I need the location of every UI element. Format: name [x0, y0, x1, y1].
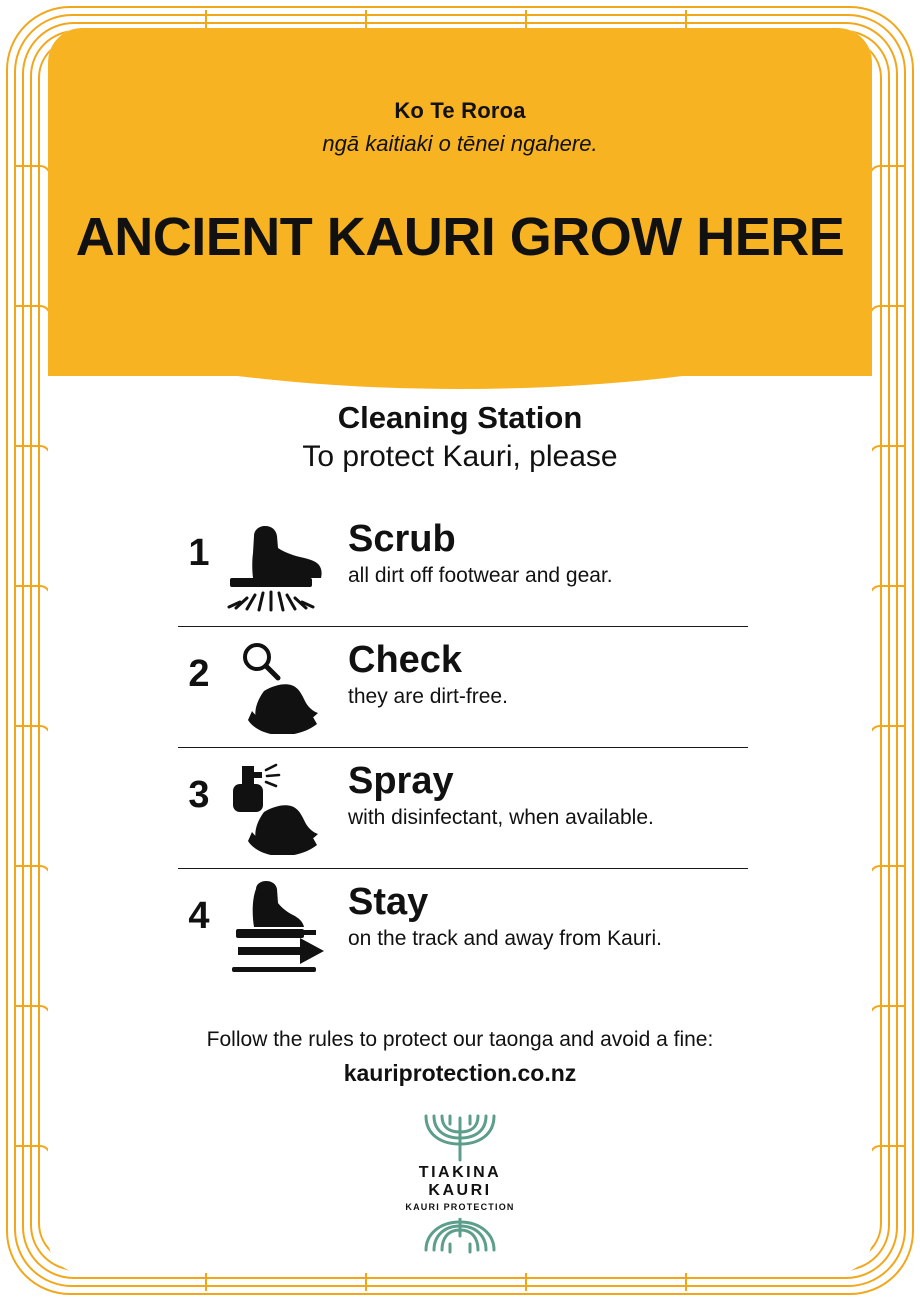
station-title: Cleaning Station	[337, 400, 583, 435]
iwi-name: Ko Te Roroa	[394, 98, 526, 123]
header-curve	[48, 328, 872, 408]
step-text	[338, 756, 748, 831]
logo-line-1: TIAKINA	[418, 1164, 502, 1181]
step-number: 3	[188, 774, 210, 816]
list-item	[178, 747, 748, 868]
step-action: Stay	[348, 881, 429, 923]
steps-list	[178, 506, 748, 989]
logo-line-2: KAURI	[428, 1182, 492, 1199]
step-action: Scrub	[348, 518, 456, 560]
magnifier-boot-icon	[220, 635, 338, 734]
sign-card	[48, 28, 872, 1273]
step-text	[338, 514, 748, 589]
step-text	[338, 877, 748, 952]
list-item	[178, 626, 748, 747]
step-text	[338, 635, 748, 710]
spray-bottle-boot-icon	[220, 756, 338, 855]
step-detail: on the track and away from Kauri.	[348, 926, 662, 950]
step-action: Spray	[348, 760, 454, 802]
list-item	[178, 868, 748, 989]
step-detail: all dirt off footwear and gear.	[348, 563, 613, 587]
kauri-root-mark-icon	[404, 1218, 516, 1256]
station-subtitle: To protect Kauri, please	[302, 440, 618, 473]
step-number: 4	[188, 895, 210, 937]
step-action: Check	[348, 639, 463, 681]
step-detail: they are dirt-free.	[348, 684, 508, 708]
tiakina-kauri-logo	[48, 1110, 872, 1256]
boot-scrub-icon	[220, 514, 338, 613]
iwi-subtitle: ngā kaitiaki o tēnei ngahere.	[322, 131, 598, 156]
sign-header	[48, 28, 872, 376]
page-title: ANCIENT KAURI GROW HERE	[75, 207, 845, 267]
boot-arrow-track-icon	[220, 877, 338, 976]
step-number: 2	[188, 653, 210, 695]
footer-url[interactable]: kauriprotection.co.nz	[343, 1060, 577, 1086]
kauri-tree-mark-icon	[404, 1110, 516, 1162]
footer-message: Follow the rules to protect our taonga and avoid a fine:	[206, 1028, 714, 1051]
step-number: 1	[188, 532, 210, 574]
step-detail: with disinfectant, when available.	[348, 805, 654, 829]
logo-line-3: KAURI PROTECTION	[405, 1202, 515, 1212]
list-item	[178, 506, 748, 626]
